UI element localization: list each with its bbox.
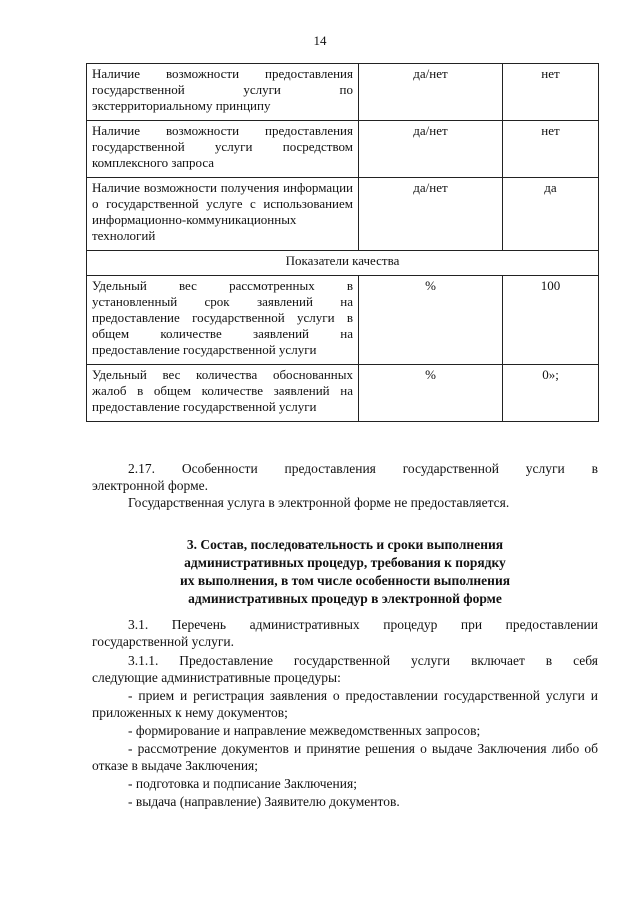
indicator-value: нет <box>503 64 599 121</box>
table-row <box>87 178 599 251</box>
table-row <box>87 276 599 365</box>
paragraph-2-17: 2.17. Особенности предоставления государственной услуги в <box>128 461 598 476</box>
section-3-heading <box>92 536 598 608</box>
table-row <box>87 121 599 178</box>
list-item: - формирование и направление межведомственных запросов; <box>128 723 481 738</box>
paragraph-3-1: 3.1. Перечень административных процедур при предоставлении <box>128 617 598 632</box>
list-item: - выдача (направление) Заявителю документов. <box>128 794 400 809</box>
indicator-value: 0»; <box>503 365 599 422</box>
indicator-unit: да/нет <box>359 64 503 121</box>
indicator-unit: % <box>359 365 503 422</box>
page-number: 14 <box>313 33 327 48</box>
table-row <box>87 64 599 121</box>
heading-line: административных процедур в электронной форме <box>188 591 502 606</box>
indicator-unit: да/нет <box>359 178 503 251</box>
indicator-name: Удельный вес количества обоснованных жалоб в общем количестве заявлений на предоставление государственной услуги <box>87 365 359 422</box>
indicator-name: Наличие возможности получения информации о государственной услуге с использованием информационно-коммуникационных технологий <box>87 178 359 251</box>
list-item: - рассмотрение документов и принятие решения о выдаче Заключения либо об отказе в выдаче Заключения; <box>92 741 598 773</box>
list-item: - прием и регистрация заявления о предоставлении государственной услуги и приложенных к нему документов; <box>92 688 598 720</box>
paragraph-3-1-cont: государственной услуги. <box>92 634 234 649</box>
paragraph-2-17-body: Государственная услуга в электронной форме не предоставляется. <box>128 495 510 510</box>
paragraph-3-1-1: 3.1.1. Предоставление государственной услуги включает в себя <box>128 653 598 668</box>
indicator-name: Удельный вес рассмотренных в установленный срок заявлений на предоставление государственной услуги в общем количестве заявлений на предоставление государственной услуги <box>87 276 359 365</box>
table-row <box>87 365 599 422</box>
indicators-table <box>86 63 599 422</box>
heading-line: административных процедур, требования к порядку <box>184 555 506 570</box>
indicator-value: нет <box>503 121 599 178</box>
indicator-name: Наличие возможности предоставления государственной услуги посредством комплексного запроса <box>87 121 359 178</box>
indicator-unit: да/нет <box>359 121 503 178</box>
heading-line: 3. Состав, последовательность и сроки выполнения <box>186 537 504 552</box>
indicator-unit: % <box>359 276 503 365</box>
indicator-name: Наличие возможности предоставления государственной услуги по экстерриториальному принципу <box>87 64 359 121</box>
heading-line: их выполнения, в том числе особенности выполнения <box>179 573 511 588</box>
list-item: - подготовка и подписание Заключения; <box>128 776 357 791</box>
section-title: Показатели качества <box>87 251 599 276</box>
indicator-value: да <box>503 178 599 251</box>
indicator-value: 100 <box>503 276 599 365</box>
paragraph-2-17-cont: электронной форме. <box>92 478 208 493</box>
paragraph-3-1-1-cont: следующие административные процедуры: <box>92 670 341 685</box>
table-section-row <box>87 251 599 276</box>
